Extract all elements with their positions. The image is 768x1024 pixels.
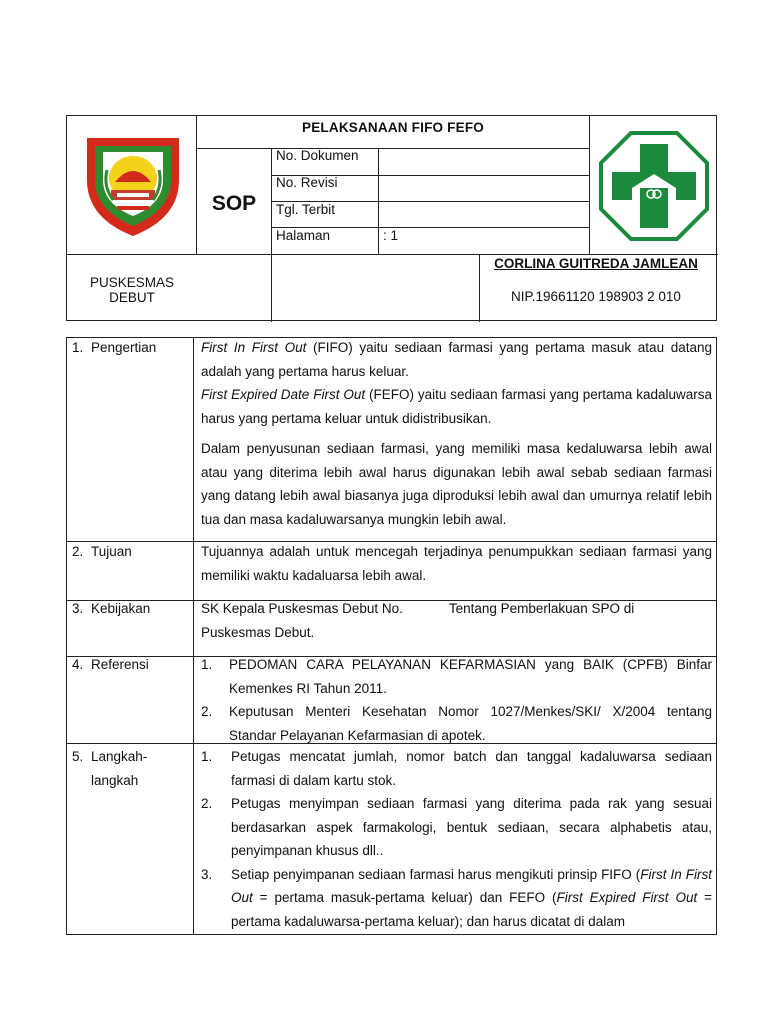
row-label-referensi bbox=[72, 653, 149, 677]
field-label-no-dokumen: No. Dokumen bbox=[276, 148, 359, 163]
pengertian-paragraph: Dalam penyusunan sediaan farmasi, yang memiliki masa kedaluwarsa lebih awal atau yang diterima lebih awal harus digunakan lebih awal sebab sediaan farmasi yang datang lebih awal biasanya juga diproduksi lebih awal dan umurnya relatif lebih tua dan masa kadaluwarsanya mungkin lebih awal. bbox=[201, 441, 712, 527]
fifo-term: First In First Out bbox=[201, 340, 307, 355]
row-number: 2. bbox=[72, 544, 84, 559]
kebijakan-sk: SK Kepala Puskesmas Debut No. bbox=[201, 601, 403, 616]
fifo-definition bbox=[201, 337, 712, 383]
list-item bbox=[201, 863, 712, 934]
row-label-text-cont: langkah bbox=[91, 772, 139, 788]
list-text-part: Setiap penyimpanan sediaan farmasi harus mengikuti prinsip FIFO ( bbox=[231, 866, 641, 882]
document-title: PELAKSANAAN FIFO FEFO bbox=[302, 120, 484, 135]
row-label-text: Referensi bbox=[91, 657, 149, 672]
kebijakan-line-2: Puskesmas Debut. bbox=[201, 624, 315, 640]
row-number: 5. bbox=[72, 749, 84, 764]
sop-label: SOP bbox=[211, 192, 257, 215]
sop-body-table bbox=[66, 337, 717, 935]
list-text-italic: First In First Out bbox=[231, 866, 713, 905]
sop-header-table bbox=[66, 115, 717, 321]
row-number: 3. bbox=[72, 601, 84, 616]
langkah-content bbox=[201, 745, 712, 933]
kebijakan-content bbox=[201, 597, 712, 644]
list-text: Keputusan Menteri Kesehatan Nomor 1027/Menkes/SKI/ X/2004 tentang Standar Pelayanan Kefarmasian di apotek. bbox=[229, 704, 712, 743]
tujuan-content bbox=[201, 540, 712, 587]
field-label-no-revisi: No. Revisi bbox=[276, 175, 338, 190]
referensi-content bbox=[201, 653, 712, 747]
row-label-kebijakan bbox=[72, 597, 150, 621]
row-label-tujuan bbox=[72, 540, 132, 564]
row-label-text: Tujuan bbox=[91, 544, 132, 559]
list-number: 2. bbox=[201, 704, 213, 719]
pengertian-content bbox=[201, 337, 712, 531]
list-number: 1. bbox=[201, 657, 213, 672]
fefo-definition bbox=[201, 383, 712, 430]
row-number: 4. bbox=[72, 657, 84, 672]
row-label-text: Langkah- bbox=[91, 749, 148, 764]
list-text bbox=[231, 867, 712, 929]
list-text-part: = pertama kadaluwarsa-pertama keluar); dan harus dicatat di dalam bbox=[231, 890, 712, 929]
row-number: 1. bbox=[72, 340, 84, 355]
tujuan-text: Tujuannya adalah untuk mencegah terjadinya penumpukkan sediaan farmasi yang memiliki waktu kadaluarsa lebih awal. bbox=[201, 544, 712, 583]
list-text-italic: First Expired First Out bbox=[556, 890, 698, 905]
puskesmas-cross-icon bbox=[598, 130, 710, 242]
row-label-text: Pengertian bbox=[91, 340, 157, 355]
fefo-text: (FEFO) yaitu sediaan farmasi yang pertama kadaluwarsa harus yang pertama keluar untuk didistribusikan. bbox=[201, 387, 712, 426]
fefo-term: First Expired Date First Out bbox=[201, 387, 366, 402]
field-value-halaman: : 1 bbox=[383, 228, 399, 243]
list-item bbox=[201, 653, 712, 700]
list-text-part: = pertama masuk-pertama keluar) dan FEFO ( bbox=[252, 890, 557, 905]
kebijakan-tentang: Tentang Pemberlakuan SPO di bbox=[448, 601, 635, 616]
list-text: Petugas mencatat jumlah, nomor batch dan tanggal kadaluwarsa sediaan farmasi di dalam kartu stok. bbox=[231, 749, 712, 788]
row-label-langkah bbox=[72, 745, 147, 792]
list-item bbox=[201, 792, 712, 863]
regency-emblem-icon bbox=[81, 130, 185, 240]
list-number: 2. bbox=[201, 796, 213, 811]
official-name: CORLINA GUITREDA JAMLEAN bbox=[494, 256, 698, 271]
puskesmas-name: PUSKESMAS DEBUT bbox=[89, 275, 175, 305]
field-label-halaman: Halaman bbox=[276, 228, 331, 243]
fifo-text: (FIFO) yaitu sediaan farmasi yang pertama masuk atau datang adalah yang pertama harus keluar. bbox=[201, 340, 712, 379]
list-number: 1. bbox=[201, 749, 213, 764]
field-label-tgl-terbit: Tgl. Terbit bbox=[276, 202, 336, 217]
row-label-text: Kebijakan bbox=[91, 601, 151, 616]
list-number: 3. bbox=[201, 866, 213, 882]
row-label-pengertian bbox=[72, 337, 156, 360]
kebijakan-line-1 bbox=[201, 597, 712, 621]
official-nip: NIP.19661120 198903 2 010 bbox=[511, 289, 681, 304]
list-text: PEDOMAN CARA PELAYANAN KEFARMASIAN yang BAIK (CPFB) Binfar Kemenkes RI Tahun 2011. bbox=[229, 657, 712, 696]
list-item bbox=[201, 745, 712, 792]
list-item bbox=[201, 700, 712, 747]
list-text: Petugas menyimpan sediaan farmasi yang diterima pada rak yang sesuai berdasarkan aspek farmakologi, bentuk sediaan, secara alphabetis atau, penyimpanan khusus dll.. bbox=[231, 796, 712, 858]
